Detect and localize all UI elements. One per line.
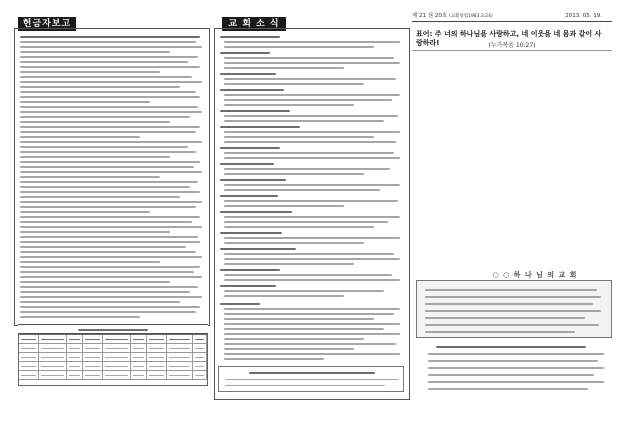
issue-header — [412, 12, 602, 20]
church-contact — [416, 342, 612, 402]
district-table-header — [18, 324, 208, 334]
notice-box — [218, 366, 404, 392]
issue-number: 제 21 권 20호 — [412, 13, 448, 19]
church-name: ○ ○ 하 나 님 의 교 회 — [492, 271, 578, 279]
offering-report-title: 헌금자보고 — [18, 17, 76, 31]
founding-note: (교회창립1983.3.24) — [448, 14, 493, 19]
church-news-title: 교 회 소 식 — [222, 17, 286, 31]
mission-reference: (누가복음 10:27) — [488, 42, 536, 49]
staff-directory — [416, 280, 612, 338]
header-rule — [412, 21, 612, 22]
mission-statement: 표어: 주 너의 하나님을 사랑하고, 네 이웃을 네 몸과 같이 사랑하라! — [416, 30, 602, 47]
issue-date: 2013. 05. 19. — [565, 13, 602, 19]
mission-rule — [412, 50, 612, 51]
district-table — [18, 334, 208, 386]
